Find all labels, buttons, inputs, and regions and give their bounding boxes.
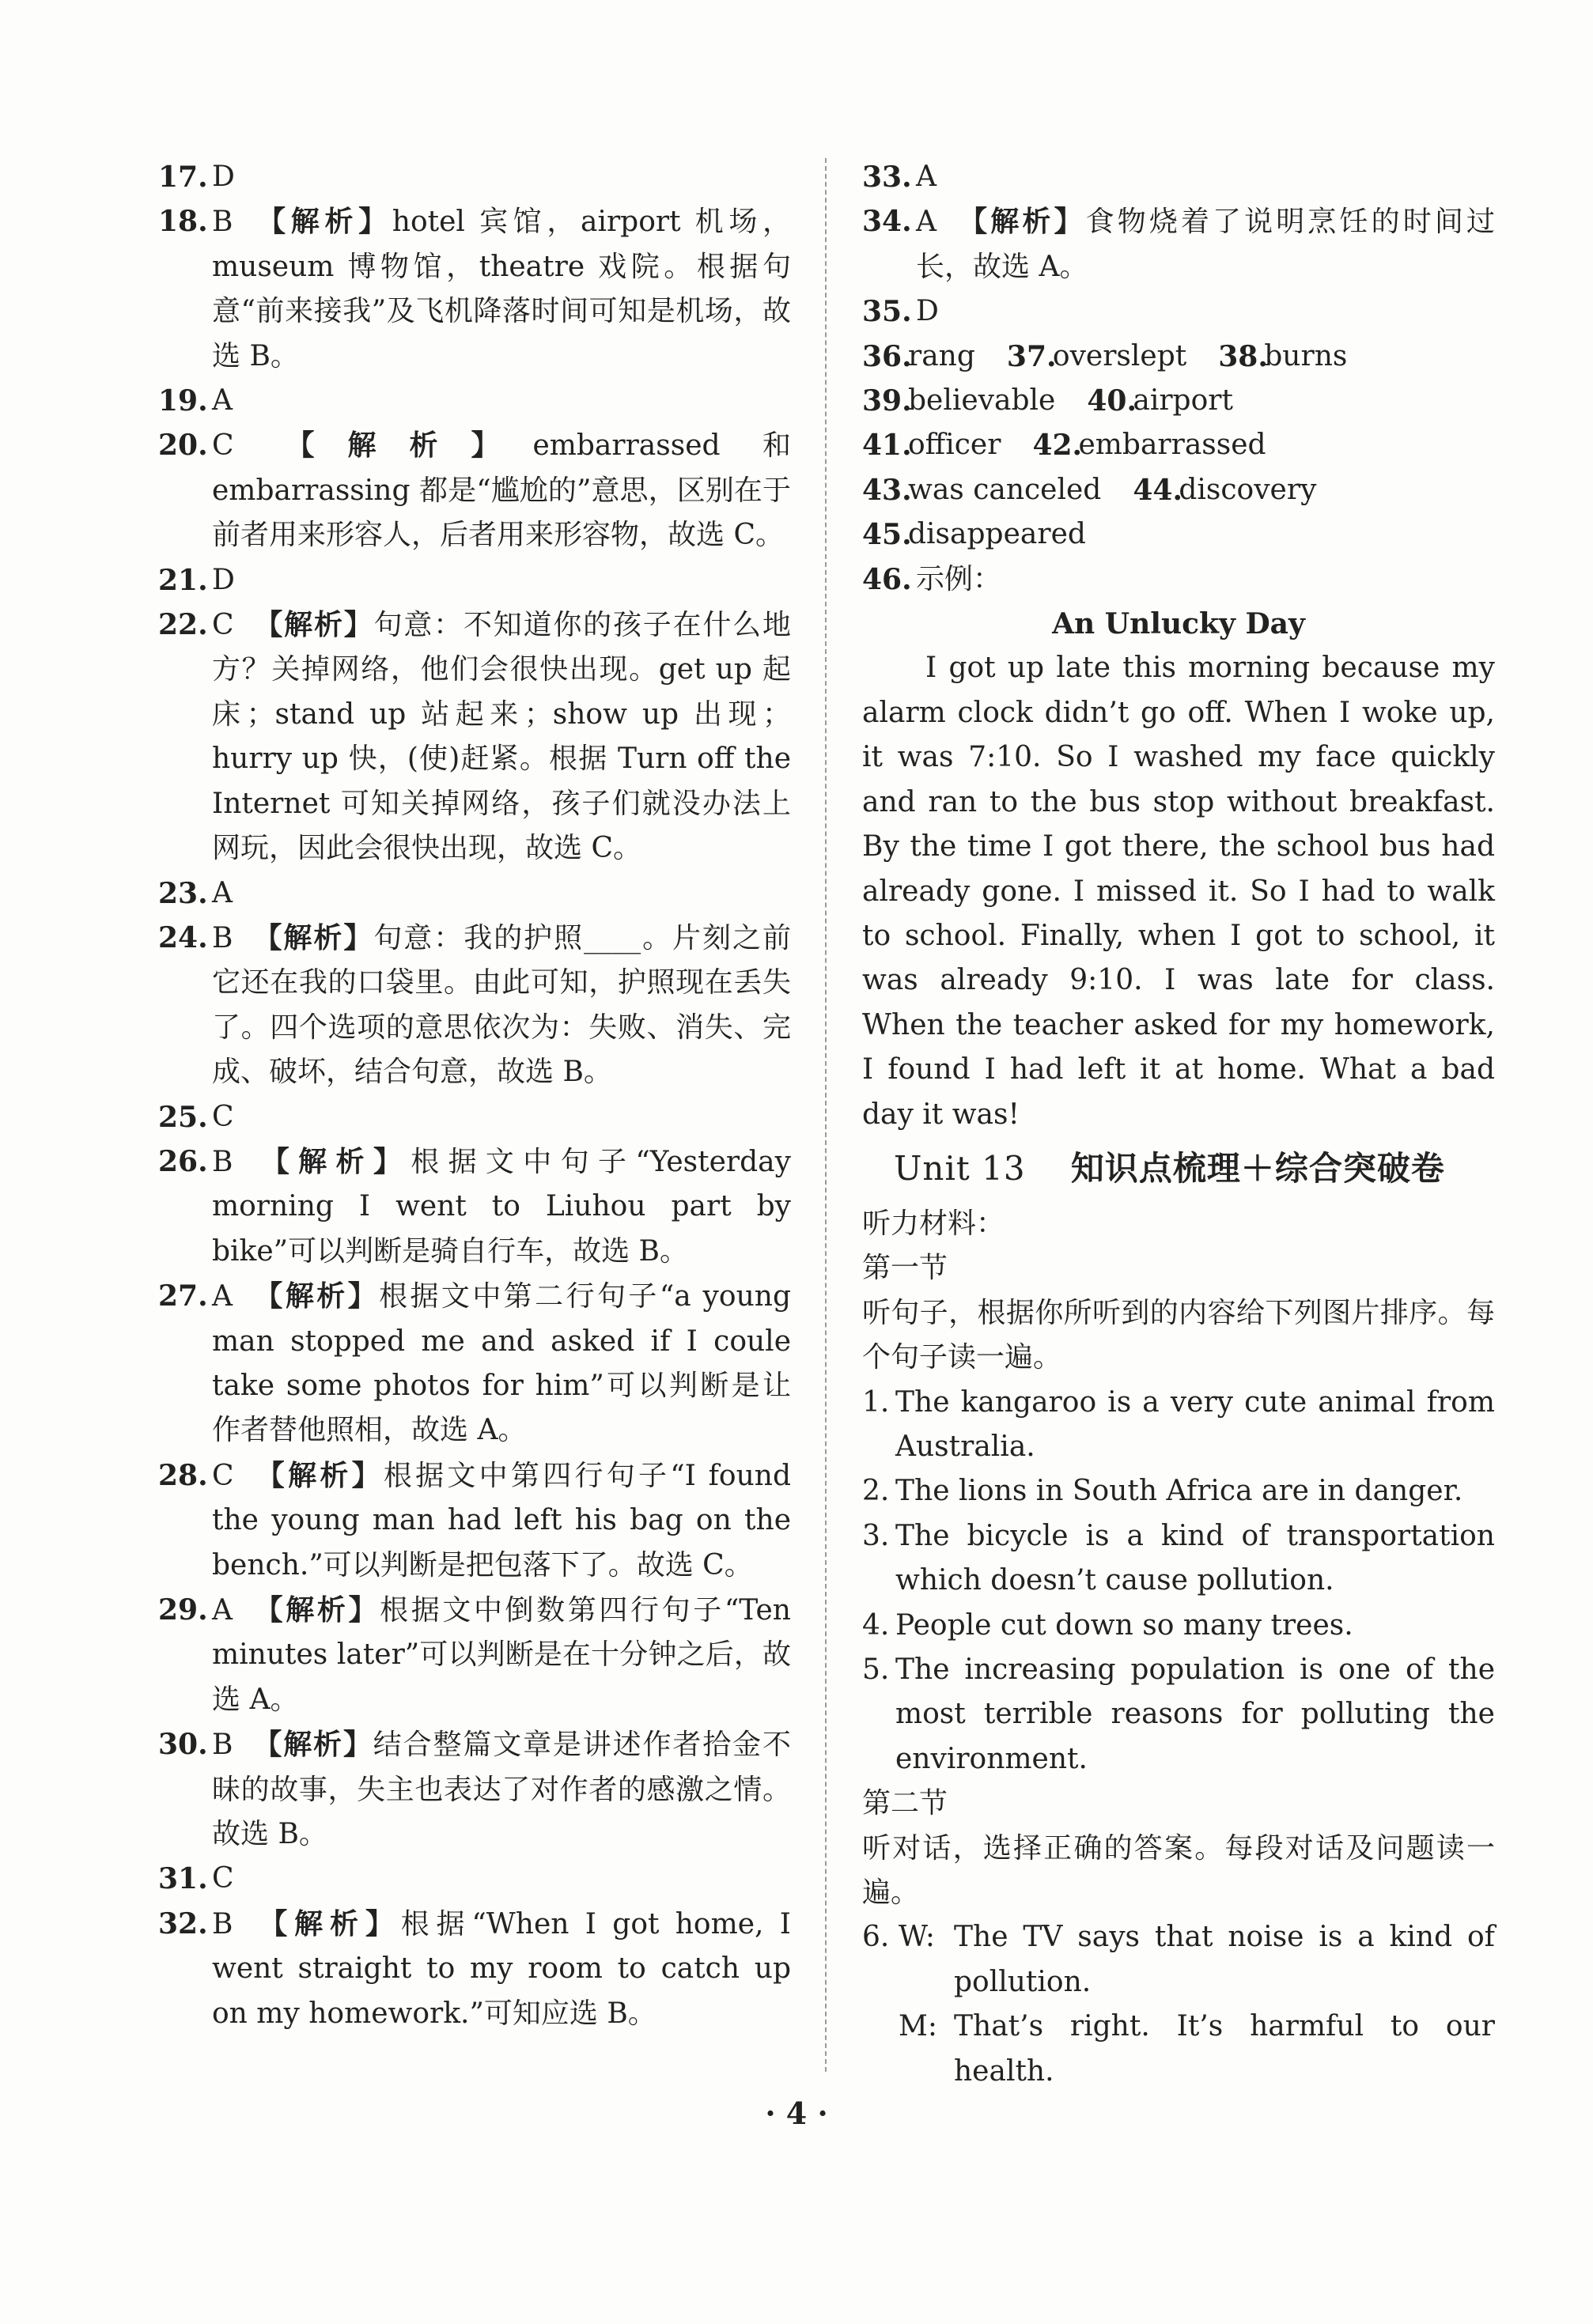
word-answer-row [862, 423, 1495, 467]
answer-choice: A [212, 384, 233, 418]
listening-sentence [862, 1604, 1495, 1648]
analysis-text: 食物烧着了说明烹饪的时间过长，故选 A。 [916, 206, 1495, 283]
answer-choice: B [212, 1729, 233, 1762]
analysis-tag: 【解析】 [252, 608, 374, 642]
answer-number: 44. [1133, 473, 1182, 507]
answer-item-46 [862, 557, 1495, 602]
answer-item [158, 916, 791, 1095]
answer-body [212, 423, 791, 557]
analysis-text: 句意：不知道你的孩子在什么地方？关掉网络，他们会很快出现。get up 起床；stand up 站起来；show up 出现；hurry up 快，(使)赶紧。根据 Turn off the Internet 可知关掉网络，孩子们就没办法上网玩，因此会很快出现，故选 C。 [212, 609, 791, 865]
answer-number: 45. [862, 518, 912, 552]
answer-body [212, 1722, 791, 1857]
word-answer-list [862, 334, 1495, 557]
answer-choice: C [212, 609, 234, 642]
answer-choice: A [212, 1280, 233, 1313]
answer-number: 24. [158, 920, 208, 954]
answer-item [158, 558, 791, 603]
word-answer [1007, 334, 1186, 379]
answer-body [212, 1453, 791, 1588]
answer-item [158, 423, 791, 557]
answer-word: overslept [1052, 339, 1187, 372]
answer-body [212, 379, 791, 423]
section-1-instructions: 听句子，根据你所听到的内容给下列图片排序。每个句子读一遍。 [862, 1296, 1495, 1374]
word-answer [862, 423, 1001, 467]
sentence-number: 2. [862, 1475, 890, 1508]
answer-choice: A [916, 161, 937, 193]
answer-number: 27. [158, 1279, 208, 1313]
dialog-text: That’s right. It’s harmful to our health. [954, 2010, 1495, 2088]
section-2-heading: 第二节 [862, 1787, 948, 1820]
word-answer-row [862, 334, 1495, 379]
listening-sentence-list [862, 1381, 1495, 1782]
answer-choice: C [212, 1459, 234, 1492]
analysis-text: hotel 宾馆，airport 机场，museum 博物馆，theatre 戏院。根据句意“前来接我”及飞机降落时间可知是机场，故选 B。 [212, 206, 791, 372]
section-1-heading: 第一节 [862, 1252, 948, 1285]
answer-word: believable [908, 384, 1056, 418]
answer-item [158, 871, 791, 916]
page-number: · 4 · [765, 2095, 828, 2131]
analysis-tag: 【解析】 [252, 429, 533, 463]
right-column [862, 155, 1495, 2094]
column-divider [825, 158, 827, 2072]
word-answer [1218, 334, 1347, 379]
answer-number: 28. [158, 1458, 208, 1492]
listening-sentence [862, 1381, 1495, 1470]
answer-number: 39. [862, 384, 912, 418]
analysis-tag: 【解析】 [955, 205, 1086, 239]
answer-item [158, 199, 791, 379]
analysis-text: embarrassed 和 embarrassing 都是“尴尬的”意思，区别在于前者用来形容人，后者用来形容物，故选 C。 [212, 429, 791, 552]
unit-label: Unit 13 [894, 1148, 1026, 1188]
answer-number: 35. [862, 295, 912, 329]
answer-body [212, 1857, 791, 1901]
word-answer-row [862, 468, 1495, 512]
answer-number: 38. [1218, 339, 1268, 373]
left-column [158, 155, 791, 2036]
answer-body [212, 558, 791, 603]
answer-choice: D [916, 295, 939, 328]
analysis-text: 根据文中倒数第四行句子“Ten minutes later”可以判断是在十分钟之后，故选 A。 [212, 1594, 791, 1716]
answer-number: 20. [158, 429, 208, 463]
answer-number: 19. [158, 384, 208, 418]
essay-title: An Unlucky Day [1052, 607, 1305, 641]
listening-heading: 听力材料： [862, 1207, 1005, 1240]
answer-body [212, 1274, 791, 1453]
listening-sentence [862, 1514, 1495, 1604]
sentence-text: The kangaroo is a very cute animal from Australia. [895, 1385, 1495, 1463]
analysis-text: 句意：我的护照____。片刻之前它还在我的口袋里。由此可知，护照现在丢失了。四个选项的意思依次为：失败、消失、完成、破坏，结合句意，故选 B。 [212, 921, 791, 1089]
answer-word: airport [1133, 384, 1233, 418]
answer-item [158, 1274, 791, 1453]
answer-number: 41. [862, 429, 912, 463]
answer-word: disappeared [908, 518, 1086, 551]
section-2-instructions: 听对话，选择正确的答案。每段对话及问题读一遍。 [862, 1831, 1495, 1910]
answer-word: officer [908, 429, 1001, 462]
answer-body [212, 1095, 791, 1139]
answer-body [916, 155, 1495, 199]
answer-word: was canceled [908, 473, 1102, 506]
answer-body [212, 155, 791, 199]
answer-body [212, 603, 791, 871]
answer-choice: C [212, 1862, 234, 1895]
sentence-number: 3. [862, 1519, 890, 1552]
unit-title: 知识点梳理＋综合突破卷 [1070, 1148, 1445, 1188]
dialog-text: The TV says that noise is a kind of pollution. [954, 1921, 1495, 1998]
answer-body [212, 1139, 791, 1274]
word-answer [1087, 379, 1233, 423]
answer-body [212, 916, 791, 1095]
speaker-label: W: [899, 1921, 936, 1954]
sentence-number: 5. [862, 1653, 890, 1686]
answer-choice: D [212, 563, 235, 596]
answer-number: 46. [862, 562, 912, 596]
essay-paragraph: I got up late this morning because my alarm clock didn’t go off. When I woke up, it was 7:10. So I washed my face quickly and ran to the bus stop without breakfast. By the time I got there, the school bus had already gone. I missed it. So I had to walk to school. Finally, when I got to school, it was already 9:10. I was late for class. When the teacher asked for my homework, I found I had left it at home. What a bad day it was! [862, 652, 1495, 1131]
answer-word: rang [908, 339, 975, 372]
left-answer-list [158, 155, 791, 2036]
answer-number: 22. [158, 608, 208, 642]
answer-number: 30. [158, 1728, 208, 1762]
answer-choice: B [212, 206, 233, 239]
answer-item [158, 1902, 791, 2036]
analysis-tag: 【解析】 [252, 920, 374, 954]
answer-body [212, 1902, 791, 2036]
analysis-tag: 【解析】 [252, 1728, 373, 1762]
answer-choice: C [212, 429, 234, 463]
word-answer [862, 512, 1086, 557]
answer-choice: A [212, 1594, 233, 1627]
essay-body [862, 646, 1495, 1136]
answer-item [158, 1139, 791, 1274]
answer-item [158, 1857, 791, 1901]
answer-number: 31. [158, 1862, 208, 1896]
analysis-text: 根据“When I got home, I went straight to my room to catch up on my homework.”可知应选 B。 [212, 1907, 791, 2030]
answer-item [158, 1453, 791, 1588]
unit-heading [862, 1143, 1495, 1194]
answer-number: 42. [1032, 429, 1083, 463]
answer-number: 25. [158, 1100, 208, 1134]
answer-word: embarrassed [1078, 429, 1266, 462]
answer-body [212, 871, 791, 916]
answer-choice: A [916, 206, 937, 239]
word-answer [862, 379, 1055, 423]
answer-number: 18. [158, 205, 208, 239]
sentence-number: 4. [862, 1608, 890, 1642]
answer-number: 33. [862, 161, 912, 194]
answer-item [862, 155, 1495, 199]
answer-item [158, 1722, 791, 1857]
listening-sentence [862, 1469, 1495, 1513]
answer-number: 43. [862, 473, 912, 507]
dialog-number: 6. [862, 1921, 890, 1954]
answer-item [862, 289, 1495, 334]
analysis-tag: 【解析】 [252, 205, 392, 239]
answer-number: 17. [158, 161, 208, 194]
analysis-tag: 【解析】 [252, 1279, 380, 1313]
dialog-line [862, 2005, 1495, 2094]
answer-item [158, 1095, 791, 1139]
dialog-6 [862, 1915, 1495, 2094]
word-answer [1032, 423, 1266, 467]
listening-sentence [862, 1648, 1495, 1782]
answer-word: discovery [1179, 473, 1317, 506]
sentence-text: The lions in South Africa are in danger. [895, 1475, 1463, 1508]
word-answer-row [862, 379, 1495, 423]
analysis-text: 结合整篇文章是讲述作者拾金不昧的故事，失主也表达了对作者的感激之情。故选 B。 [212, 1729, 791, 1851]
answer-number: 34. [862, 205, 912, 239]
answer-number: 21. [158, 563, 208, 597]
answer-item [862, 199, 1495, 289]
analysis-tag: 【解析】 [252, 1144, 411, 1178]
sample-label: 示例： [916, 562, 1002, 595]
answer-number: 37. [1006, 339, 1057, 373]
analysis-text: 根据文中第四行句子“I found the young man had left his bag on the bench.”可以判断是把包落下了。故选 C。 [212, 1459, 791, 1581]
analysis-text: 根据文中第二行句子“a young man stopped me and asked if I coule take some photos for him”可以判断是让作者替他照相，故选 A。 [212, 1280, 791, 1447]
answer-choice: B [212, 1907, 233, 1940]
word-answer-row [862, 512, 1495, 557]
word-answer [862, 334, 975, 379]
word-answer [1133, 468, 1316, 512]
answer-number: 36. [862, 339, 912, 373]
answer-choice: C [212, 1100, 234, 1133]
answer-choice: B [212, 921, 233, 954]
answer-item [158, 155, 791, 199]
answer-choice: D [212, 161, 235, 193]
answer-item [158, 603, 791, 871]
dialog-line [862, 1915, 1495, 2005]
sentence-text: People cut down so many trees. [895, 1608, 1353, 1642]
answer-number: 26. [158, 1144, 208, 1178]
speaker-label: M: [899, 2010, 937, 2043]
answer-body [916, 199, 1495, 289]
answer-word: burns [1264, 339, 1348, 372]
word-answer [862, 468, 1101, 512]
answer-number: 29. [158, 1593, 208, 1627]
answer-choice: A [212, 876, 233, 909]
analysis-tag: 【解析】 [252, 1906, 401, 1940]
right-answer-list [862, 155, 1495, 334]
answer-body [212, 1588, 791, 1722]
sentence-text: The bicycle is a kind of transportation which doesn’t cause pollution. [895, 1519, 1495, 1597]
answer-number: 40. [1087, 384, 1137, 418]
analysis-text: 根据文中句子“Yesterday morning I went to Liuhou part by bike”可以判断是骑自行车，故选 B。 [212, 1145, 791, 1268]
answer-body [916, 289, 1495, 334]
analysis-tag: 【解析】 [252, 1458, 384, 1492]
sentence-number: 1. [862, 1385, 890, 1419]
analysis-tag: 【解析】 [252, 1593, 380, 1627]
answer-number: 23. [158, 876, 208, 910]
answer-item [158, 1588, 791, 1722]
answer-choice: B [212, 1145, 233, 1178]
answer-body [212, 199, 791, 379]
answer-item [158, 379, 791, 423]
sentence-text: The increasing population is one of the most terrible reasons for polluting the environment. [895, 1653, 1495, 1775]
answer-number: 32. [158, 1906, 208, 1940]
